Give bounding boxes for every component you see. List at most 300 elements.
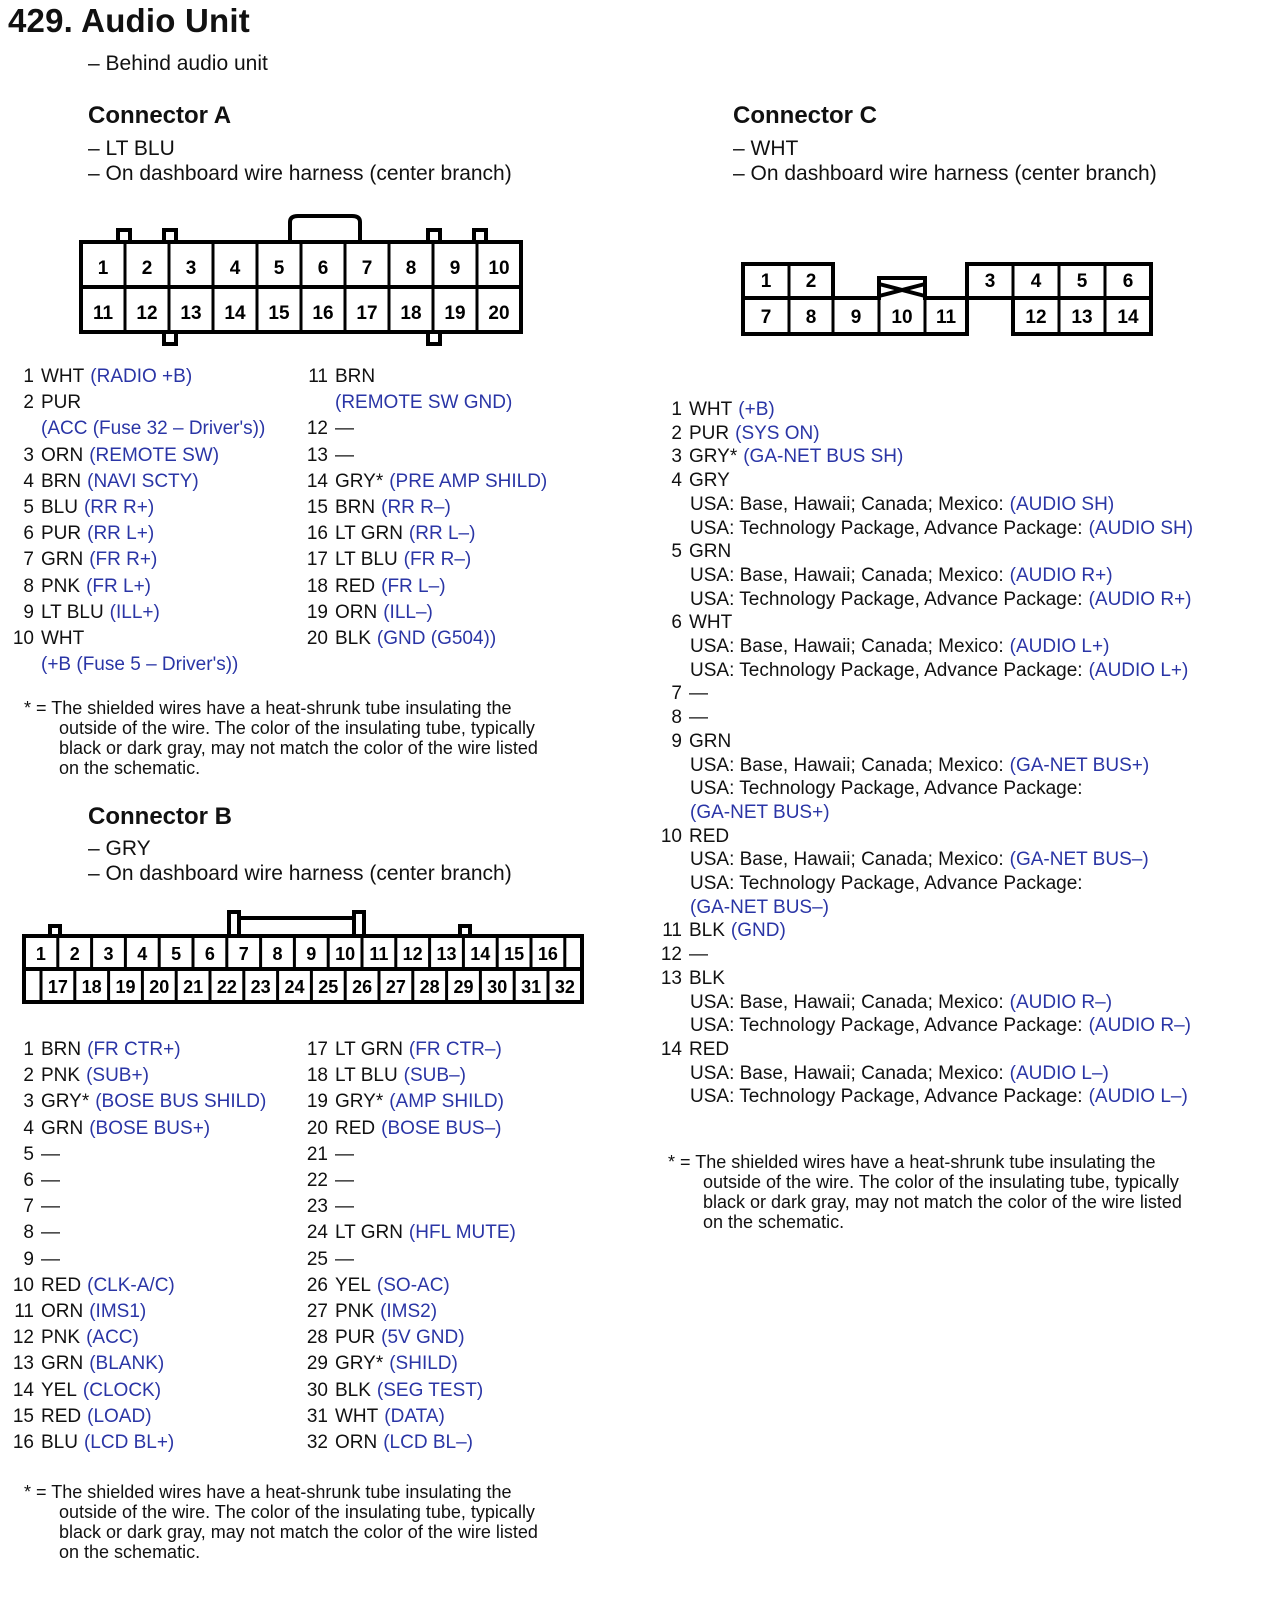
pin-function: (FR R–) xyxy=(403,549,472,571)
pin-number: 13 xyxy=(12,1353,34,1375)
pin-row xyxy=(300,1194,354,1220)
pin-row xyxy=(10,626,84,652)
pin-function: (AMP SHILD) xyxy=(389,1091,504,1113)
pin-row xyxy=(10,1220,60,1246)
pin-label: 4 xyxy=(229,258,241,279)
pin-label: 8 xyxy=(805,307,817,328)
pin-number: 18 xyxy=(306,575,328,597)
wire-color: — xyxy=(335,1170,354,1191)
wire-color: BLK xyxy=(689,967,725,989)
connector-a-harness: – On dashboard wire harness (center branch) xyxy=(88,162,512,185)
pin-function: (RR L+) xyxy=(87,523,155,545)
pin-function: (AUDIO SH) xyxy=(1088,517,1194,539)
pin-number: 32 xyxy=(306,1432,328,1453)
pin-row xyxy=(300,1063,466,1089)
pin-function: (FR R+) xyxy=(89,549,158,571)
wire-color: LT GRN xyxy=(335,523,403,545)
pin-label: 8 xyxy=(272,944,283,964)
pin-function: (LCD BL–) xyxy=(383,1432,473,1453)
pin-label: 10 xyxy=(488,258,510,279)
pin-label: 16 xyxy=(312,303,334,324)
pin-function: (RR R–) xyxy=(381,497,451,518)
pin-number: 2 xyxy=(23,1065,34,1087)
variant-label: USA: Technology Package, Advance Package: xyxy=(690,659,1083,681)
pin-number: 29 xyxy=(306,1353,328,1375)
pin-row xyxy=(654,729,731,755)
pin-label: 11 xyxy=(369,944,389,964)
wire-color: GRN xyxy=(689,730,732,752)
pin-function: (SUB+) xyxy=(86,1065,149,1087)
pin-function: (ILL–) xyxy=(383,601,433,623)
pin-label: 9 xyxy=(449,258,461,279)
pin-number: 5 xyxy=(671,541,682,563)
pin-number: 10 xyxy=(12,1274,34,1296)
variant-label: USA: Base, Hawaii; Canada; Mexico: xyxy=(690,493,1004,515)
connector-c-diagram xyxy=(735,256,1165,346)
pin-row xyxy=(10,1273,175,1299)
pin-row xyxy=(654,824,729,850)
wire-color: PNK xyxy=(41,1065,81,1087)
pin-number: 20 xyxy=(306,628,328,649)
wire-color: — xyxy=(335,1248,354,1270)
pin-number: 1 xyxy=(23,366,34,387)
pin-row xyxy=(300,495,451,521)
pin-function: (SHILD) xyxy=(389,1353,458,1375)
variant-label: USA: Base, Hawaii; Canada; Mexico: xyxy=(690,1062,1004,1084)
pin-row xyxy=(10,1194,60,1220)
pin-row xyxy=(10,495,154,521)
connector-c-harness: – On dashboard wire harness (center branch) xyxy=(733,162,1157,185)
variant-line xyxy=(690,659,1188,683)
pin-row xyxy=(10,1247,60,1273)
pin-row xyxy=(10,1351,164,1377)
pin-row xyxy=(300,1142,354,1168)
pin-number: 13 xyxy=(306,444,328,466)
pin-function: (SO-AC) xyxy=(376,1274,450,1296)
pin-row xyxy=(300,416,354,442)
pin-row xyxy=(300,1089,504,1115)
variant-line xyxy=(690,1085,1188,1109)
pin-row xyxy=(654,942,708,968)
pin-row xyxy=(300,1325,465,1351)
variant-line xyxy=(690,635,1109,659)
wire-color: BLK xyxy=(335,1379,371,1401)
pin-function: (GA-NET BUS+) xyxy=(690,801,830,823)
pin-label: 24 xyxy=(284,977,305,997)
pin-label: 2 xyxy=(141,258,153,279)
pin-number: 18 xyxy=(306,1065,328,1087)
pin-label: 27 xyxy=(385,977,406,997)
pin-label: 4 xyxy=(137,944,148,964)
pin-label: 3 xyxy=(185,258,197,279)
variant-line xyxy=(690,1014,1191,1038)
wire-color: — xyxy=(689,944,708,966)
pin-label: 28 xyxy=(419,977,440,997)
pin-label: 3 xyxy=(103,944,114,964)
pin-row xyxy=(654,444,903,470)
pin-label: 15 xyxy=(268,303,290,324)
pin-label: 8 xyxy=(405,258,417,279)
pin-row xyxy=(654,468,730,494)
pin-function: (FR L–) xyxy=(381,575,446,597)
variant-line xyxy=(690,896,829,920)
pin-function: (IMS2) xyxy=(380,1301,438,1322)
pin-number: 17 xyxy=(306,549,328,571)
pin-number: 17 xyxy=(306,1039,328,1060)
wire-color: YEL xyxy=(335,1274,371,1296)
wire-color: RED xyxy=(689,825,730,847)
pin-label: 10 xyxy=(335,944,356,964)
pin-number: 7 xyxy=(23,549,34,571)
pin-label: 19 xyxy=(444,303,466,324)
wire-color: — xyxy=(41,1170,60,1191)
variant-label: USA: Base, Hawaii; Canada; Mexico: xyxy=(690,564,1004,586)
variant-line xyxy=(690,872,1083,896)
pin-number: 11 xyxy=(308,366,328,387)
wire-color: GRY xyxy=(689,470,730,492)
pin-label: 16 xyxy=(537,944,558,964)
pin-row xyxy=(10,390,81,416)
pin-row xyxy=(10,600,160,626)
pin-number: 8 xyxy=(671,707,682,729)
pin-label: 20 xyxy=(488,303,510,324)
pin-row xyxy=(10,443,219,469)
pin-label: 11 xyxy=(935,307,957,328)
pin-function: (BOSE BUS–) xyxy=(381,1117,502,1139)
pin-number: 8 xyxy=(23,575,34,597)
pin-number: 27 xyxy=(306,1301,328,1322)
pin-label: 26 xyxy=(352,977,373,997)
pin-label: 6 xyxy=(1122,271,1134,292)
pin-row xyxy=(300,574,446,600)
connector-a-diagram xyxy=(70,210,540,355)
pin-number: 14 xyxy=(306,470,328,492)
pin-row xyxy=(300,1273,450,1299)
pin-row xyxy=(654,966,725,992)
pin-function: (5V GND) xyxy=(381,1327,465,1349)
pin-function: (GND (G504)) xyxy=(376,628,497,649)
pin-number: 4 xyxy=(671,470,682,492)
pin-label: 6 xyxy=(204,944,215,964)
connector-b-harness: – On dashboard wire harness (center branch) xyxy=(88,862,512,885)
pin-row xyxy=(300,1404,445,1430)
pin-function: (AUDIO SH) xyxy=(1009,493,1115,515)
pin-number: 16 xyxy=(12,1432,34,1453)
pin-row xyxy=(300,1299,437,1325)
pin-number: 4 xyxy=(23,470,34,492)
connector-b-diagram xyxy=(14,906,594,1012)
wire-color: PNK xyxy=(335,1301,375,1322)
pin-function: (SEG TEST) xyxy=(376,1379,484,1401)
variant-label: USA: Technology Package, Advance Package: xyxy=(690,778,1083,800)
variant-line xyxy=(690,517,1193,541)
pin-label: 12 xyxy=(136,303,158,324)
pin-label: 13 xyxy=(1071,307,1093,328)
wire-color: GRY* xyxy=(41,1091,90,1113)
wire-color: BLU xyxy=(41,1432,78,1453)
pin-number: 15 xyxy=(306,497,328,518)
wire-color: GRN xyxy=(41,549,84,571)
wire-color: — xyxy=(41,1143,60,1165)
wire-color: WHT xyxy=(335,1405,379,1427)
variant-label: USA: Base, Hawaii; Canada; Mexico: xyxy=(690,849,1004,871)
pin-function: (REMOTE SW) xyxy=(89,444,220,466)
pin-number: 1 xyxy=(23,1039,34,1060)
pin-number: 5 xyxy=(23,497,34,518)
pin-number: 26 xyxy=(306,1274,328,1296)
pin-number: 4 xyxy=(23,1117,34,1139)
wire-color: WHT xyxy=(689,612,733,634)
variant-line xyxy=(690,991,1112,1015)
pin-function: (GA-NET BUS SH) xyxy=(743,446,904,468)
pin-number: 22 xyxy=(306,1170,328,1191)
wire-color: BLK xyxy=(689,920,725,942)
pin-number: 2 xyxy=(671,422,682,444)
pin-function: (AUDIO R+) xyxy=(1009,564,1113,586)
wire-color: BRN xyxy=(335,366,376,387)
wire-color: ORN xyxy=(335,601,378,623)
connector-a-color: – LT BLU xyxy=(88,137,175,160)
variant-label: USA: Technology Package, Advance Package: xyxy=(690,1086,1083,1108)
pin-row xyxy=(300,1116,502,1142)
pin-row xyxy=(300,1351,458,1377)
pin-row xyxy=(654,681,708,707)
wire-color: — xyxy=(335,418,354,440)
connector-b-title: Connector B xyxy=(88,803,232,830)
wire-color: — xyxy=(41,1196,60,1218)
pin-label: 1 xyxy=(97,258,109,279)
pin-number: 12 xyxy=(12,1327,34,1349)
pin-label: 32 xyxy=(554,977,575,997)
variant-line xyxy=(690,848,1149,872)
pin-row xyxy=(300,364,375,390)
pin-function: (ILL+) xyxy=(109,601,160,623)
connector-c-title: Connector C xyxy=(733,102,877,129)
wire-color: WHT xyxy=(41,628,85,649)
wire-color: WHT xyxy=(41,366,85,387)
wire-color: — xyxy=(689,683,708,705)
pin-row xyxy=(300,521,475,547)
pin-row xyxy=(300,1378,483,1404)
pin-label: 18 xyxy=(81,977,102,997)
pin-label: 15 xyxy=(504,944,525,964)
pin-row xyxy=(300,600,433,626)
pin-function: (RR L–) xyxy=(408,523,476,545)
pin-label: 9 xyxy=(306,944,317,964)
pin-number: 9 xyxy=(671,730,682,752)
wire-color: — xyxy=(41,1222,60,1244)
pin-label: 4 xyxy=(1030,271,1042,292)
wire-color: RED xyxy=(41,1405,82,1427)
pin-number: 23 xyxy=(306,1196,328,1218)
pin-row xyxy=(654,1037,729,1063)
pin-function: (AUDIO R–) xyxy=(1088,1015,1191,1037)
wire-color: GRY* xyxy=(335,470,384,492)
pin-function: (AUDIO R–) xyxy=(1009,991,1113,1013)
connector-c-color: – WHT xyxy=(733,137,799,160)
pin-number: 19 xyxy=(306,1091,328,1113)
pin-row xyxy=(10,1116,210,1142)
pin-row xyxy=(300,626,496,652)
pin-label: 21 xyxy=(183,977,204,997)
shield-note-c: * = The shielded wires have a heat-shrunk tube insulating the outside of the wire. The color of the insulating tube, typically black or dark gray, may not match the color of the wire listed on the schematic. xyxy=(668,1152,1182,1232)
wire-color: RED xyxy=(41,1274,82,1296)
wire-color: PUR xyxy=(689,422,730,444)
wire-color: PNK xyxy=(41,1327,81,1349)
wire-color: LT BLU xyxy=(335,1065,398,1087)
pin-number: 7 xyxy=(671,683,682,705)
pin-number: 10 xyxy=(660,825,682,847)
wire-color: GRN xyxy=(41,1353,84,1375)
pin-row xyxy=(10,1299,146,1325)
pin-number: 9 xyxy=(23,601,34,623)
pin-label: 7 xyxy=(760,307,772,328)
pin-row xyxy=(10,574,151,600)
pin-function: (ACC) xyxy=(86,1327,139,1349)
wire-color: GRN xyxy=(41,1117,84,1139)
pin-label: 14 xyxy=(224,303,246,324)
wire-color: BRN xyxy=(41,470,82,492)
pin-row xyxy=(300,390,512,416)
pin-function: (AUDIO L–) xyxy=(1009,1062,1109,1084)
wire-color: ORN xyxy=(41,444,84,466)
wire-color: BRN xyxy=(335,497,376,518)
pin-function: (PRE AMP SHILD) xyxy=(389,470,548,492)
pin-function: (RADIO +B) xyxy=(90,366,193,387)
pin-row xyxy=(10,1142,60,1168)
pin-label: 2 xyxy=(69,944,80,964)
pin-label: 14 xyxy=(1117,307,1139,328)
pin-function: (REMOTE SW GND) xyxy=(335,392,513,414)
variant-line xyxy=(690,777,1083,801)
pin-label: 12 xyxy=(402,944,423,964)
pin-number: 6 xyxy=(671,612,682,634)
pin-number: 30 xyxy=(306,1379,328,1401)
wire-color: — xyxy=(41,1248,60,1270)
pin-number: 11 xyxy=(662,920,682,942)
wire-color: GRY* xyxy=(335,1091,384,1113)
wire-color: LT BLU xyxy=(41,601,104,623)
wire-color: BRN xyxy=(41,1039,82,1060)
pin-number: 12 xyxy=(660,944,682,966)
pin-row xyxy=(300,547,471,573)
pin-function: (FR L+) xyxy=(86,575,152,597)
pin-row xyxy=(300,1168,354,1194)
pin-row xyxy=(300,1037,502,1063)
wire-color: GRY* xyxy=(689,446,738,468)
pin-label: 18 xyxy=(400,303,422,324)
wire-color: PUR xyxy=(41,523,82,545)
variant-line xyxy=(690,588,1192,612)
wire-color: GRN xyxy=(689,541,732,563)
wire-color: LT BLU xyxy=(335,549,398,571)
pin-function: (AUDIO L–) xyxy=(1088,1086,1188,1108)
pin-number: 28 xyxy=(306,1327,328,1349)
pin-row xyxy=(10,547,157,573)
location-text: – Behind audio unit xyxy=(88,52,268,75)
pin-label: 9 xyxy=(850,307,862,328)
pin-label: 14 xyxy=(470,944,491,964)
pin-label: 5 xyxy=(1076,271,1088,292)
pin-number: 14 xyxy=(12,1379,34,1401)
pin-row xyxy=(300,1220,516,1246)
pin-number: 7 xyxy=(23,1196,34,1218)
variant-label: USA: Technology Package, Advance Package: xyxy=(690,517,1083,539)
variant-label: USA: Base, Hawaii; Canada; Mexico: xyxy=(690,754,1004,776)
pin-function: (CLOCK) xyxy=(82,1379,162,1401)
variant-line xyxy=(690,1062,1109,1086)
variant-line xyxy=(690,801,830,825)
pin-label: 1 xyxy=(35,944,46,964)
pin-function: (NAVI SCTY) xyxy=(87,470,199,492)
pin-label: 31 xyxy=(521,977,542,997)
pin-row xyxy=(300,469,547,495)
variant-label: USA: Technology Package, Advance Package: xyxy=(690,873,1083,894)
pin-row xyxy=(10,1378,161,1404)
pin-label: 17 xyxy=(356,303,378,324)
pin-label: 12 xyxy=(1025,307,1047,328)
connector-b-color: – GRY xyxy=(88,837,151,860)
pin-function: (AUDIO L+) xyxy=(1009,636,1110,657)
pin-label: 6 xyxy=(317,258,329,279)
pin-row xyxy=(10,521,154,547)
pin-label: 25 xyxy=(318,977,339,997)
pin-function: (BOSE BUS SHILD) xyxy=(95,1091,267,1113)
wire-color: YEL xyxy=(41,1379,77,1401)
pin-function: (DATA) xyxy=(384,1405,445,1427)
shield-note-b: * = The shielded wires have a heat-shrunk tube insulating the outside of the wire. The color of the insulating tube, typically black or dark gray, may not match the color of the wire listed on the schematic. xyxy=(24,1482,538,1562)
pin-function: (SYS ON) xyxy=(735,422,820,444)
pin-number: 12 xyxy=(306,418,328,440)
variant-line xyxy=(690,754,1149,778)
pin-label: 2 xyxy=(805,271,817,292)
pin-number: 15 xyxy=(12,1405,34,1427)
wire-color: PUR xyxy=(335,1327,376,1349)
variant-line xyxy=(690,493,1114,517)
pin-row xyxy=(10,1404,152,1430)
wire-color: RED xyxy=(335,575,376,597)
pin-row xyxy=(300,1247,354,1273)
pin-label: 17 xyxy=(47,977,68,997)
pin-function: (FR CTR–) xyxy=(408,1039,502,1060)
pin-function: (IMS1) xyxy=(89,1301,147,1322)
connector-a-title: Connector A xyxy=(88,102,232,129)
wire-color: WHT xyxy=(689,399,733,420)
pin-number: 8 xyxy=(23,1222,34,1244)
pin-label: 29 xyxy=(453,977,474,997)
wire-color: PUR xyxy=(41,392,82,414)
pin-row xyxy=(654,610,732,636)
pin-label: 5 xyxy=(273,258,285,279)
variant-label: USA: Technology Package, Advance Package: xyxy=(690,1015,1083,1037)
pin-number: 2 xyxy=(23,392,34,414)
pin-row xyxy=(10,1037,181,1063)
pin-label: 23 xyxy=(250,977,271,997)
pin-number: 21 xyxy=(306,1143,328,1165)
pin-number: 20 xyxy=(306,1117,328,1139)
wire-color: — xyxy=(689,707,708,729)
variant-line xyxy=(690,564,1113,588)
wire-color: — xyxy=(335,1196,354,1218)
pin-function: (BOSE BUS+) xyxy=(89,1117,211,1139)
wire-color: RED xyxy=(335,1117,376,1139)
pin-number: 6 xyxy=(23,1170,34,1191)
pin-row xyxy=(654,539,731,565)
pin-function: (RR R+) xyxy=(83,497,155,518)
pin-row xyxy=(10,364,192,390)
variant-label: USA: Technology Package, Advance Package: xyxy=(690,588,1083,610)
pin-label: 7 xyxy=(238,944,249,964)
